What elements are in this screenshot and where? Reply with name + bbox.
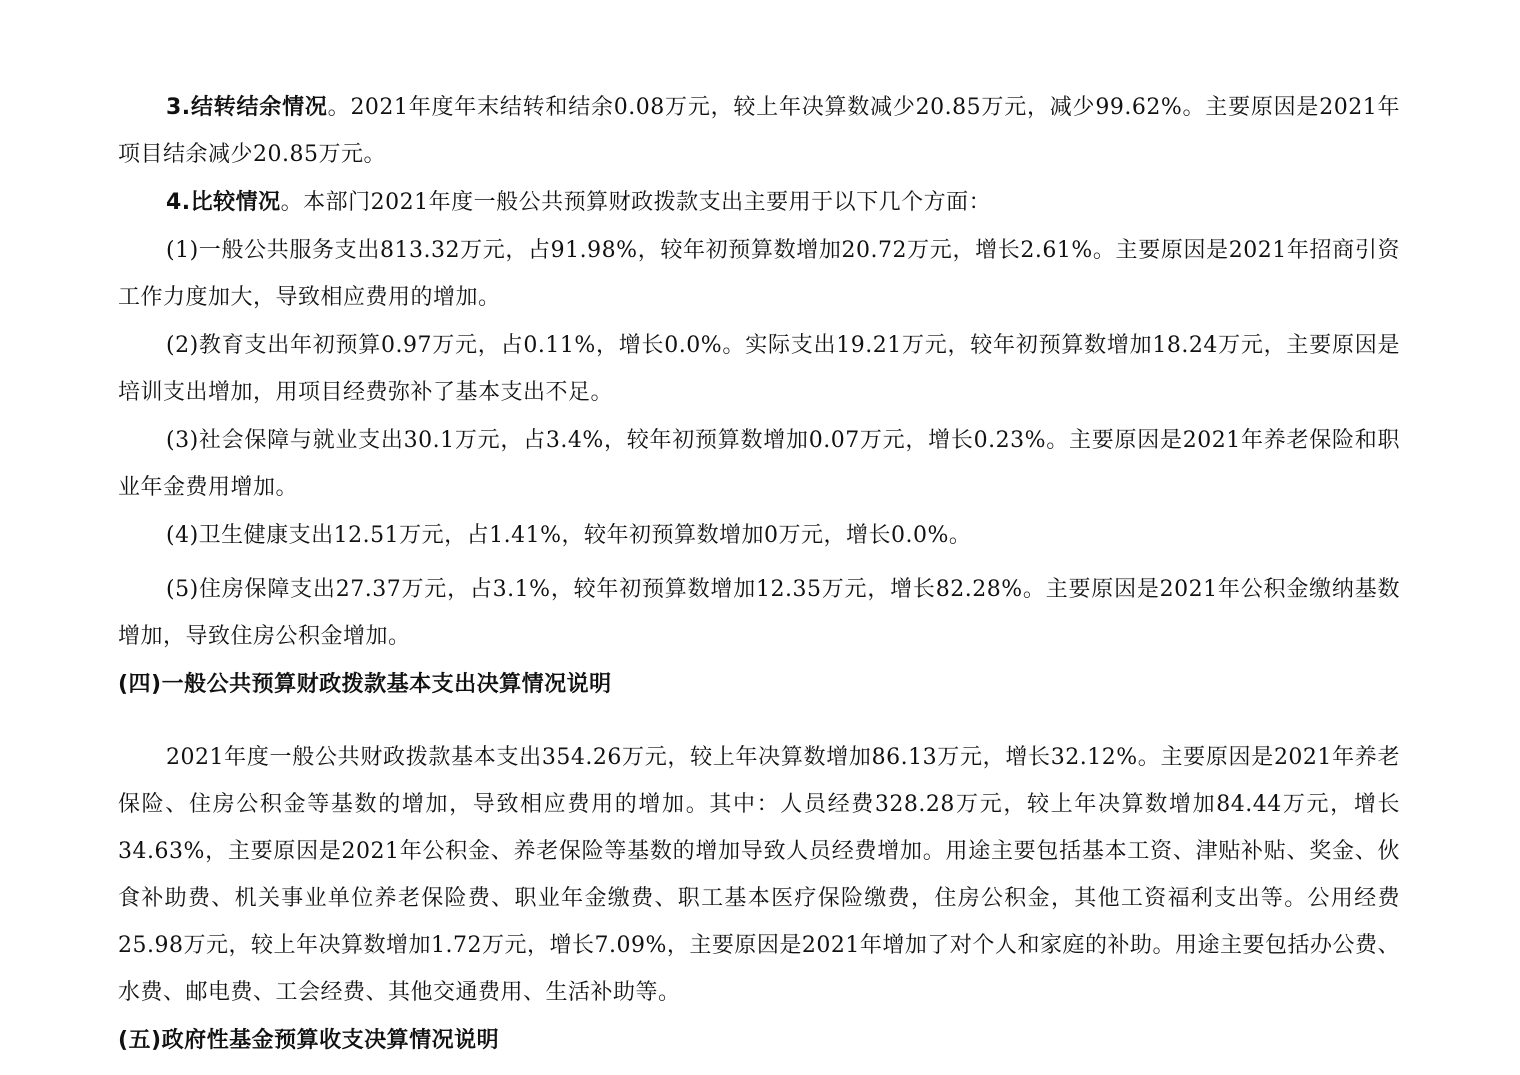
section-heading-4: (四)一般公共预算财政拨款基本支出决算情况说明 bbox=[118, 672, 612, 697]
carryover-text: 。2021年度年末结转和结余0.08万元，较上年决算数减少20.85万元，减少99.62%。主要原因是2021年项目结余减少20.85万元。 bbox=[118, 95, 1400, 167]
carryover-label: 3.结转结余情况 bbox=[166, 95, 328, 120]
comparison-label: 4.比较情况 bbox=[166, 190, 281, 215]
section-heading-5: (五)政府性基金预算收支决算情况说明 bbox=[118, 1028, 500, 1053]
paragraph-item-4: (4)卫生健康支出12.51万元，占1.41%，较年初预算数增加0万元，增长0.0%。 bbox=[166, 523, 972, 548]
comparison-text: 。本部门2021年度一般公共预算财政拨款支出主要用于以下几个方面： bbox=[280, 190, 992, 215]
paragraph-basic-expense: 2021年度一般公共财政拨款基本支出354.26万元，较上年决算数增加86.13万元，增长32.12%。主要原因是2021年养老保险、住房公积金等基数的增加，导致相应费用的增加。其中：人员经费328.28万元，较上年决算数增加84.44万元，增长34.63%，主要原因是2021年公积金、养老保险等基数的增加导致人员经费增加。用途主要包括基本工资、津贴补贴、奖金、伙食补助费、机关事业单位养老保险费、职业年金缴费、职工基本医疗保险缴费，住房公积金，其他工资福利支出等。公用经费25.98万元，较上年决算数增加1.72万元，增长7.09%，主要原因是2021年增加了对个人和家庭的补助。用途主要包括办公费、水费、邮电费、工会经费、其他交通费用、生活补助等。 bbox=[118, 745, 1400, 1005]
paragraph-item-1: (1)一般公共服务支出813.32万元，占91.98%，较年初预算数增加20.72万元，增长2.61%。主要原因是2021年招商引资工作力度加大，导致相应费用的增加。 bbox=[118, 238, 1400, 310]
paragraph-item-5: (5)住房保障支出27.37万元，占3.1%，较年初预算数增加12.35万元，增长82.28%。主要原因是2021年公积金缴纳基数增加，导致住房公积金增加。 bbox=[118, 577, 1400, 649]
paragraph-item-3: (3)社会保障与就业支出30.1万元，占3.4%，较年初预算数增加0.07万元，增长0.23%。主要原因是2021年养老保险和职业年金费用增加。 bbox=[118, 428, 1400, 500]
paragraph-carryover bbox=[118, 84, 1400, 178]
paragraph-item-2: (2)教育支出年初预算0.97万元，占0.11%，增长0.0%。实际支出19.21万元，较年初预算数增加18.24万元，主要原因是培训支出增加，用项目经费弥补了基本支出不足。 bbox=[118, 333, 1400, 405]
paragraph-comparison bbox=[118, 179, 1400, 226]
